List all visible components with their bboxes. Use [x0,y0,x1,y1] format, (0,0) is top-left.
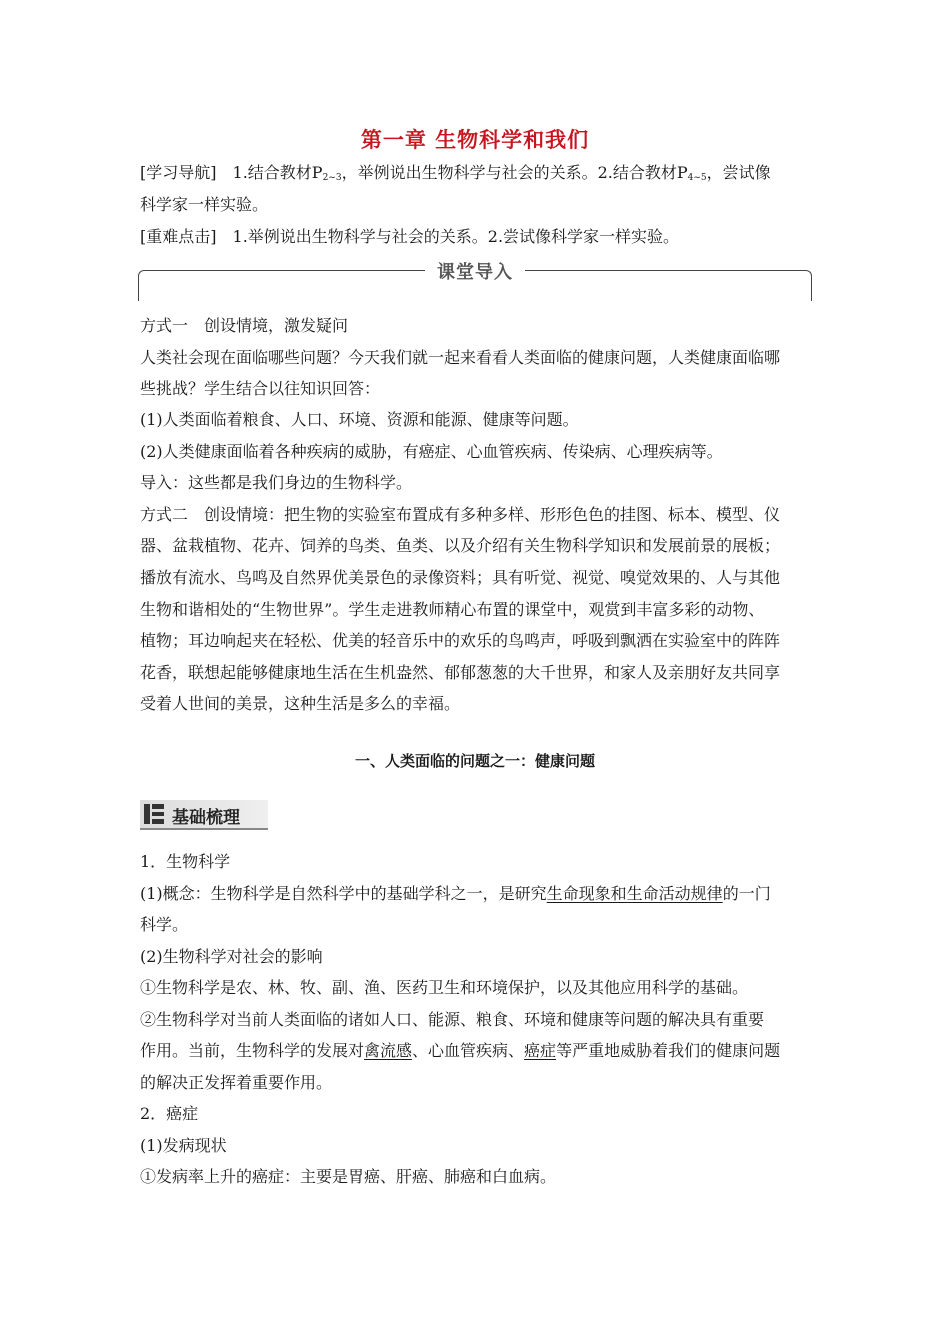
intro-line: (1)人类面临着粮食、人口、环境、资源和能源、健康等问题。 [140,410,579,429]
section-heading: 一、人类面临的问题之一：健康问题 [354,752,595,770]
basis-line: 科学。 [140,915,189,934]
intro-line: 些挑战？学生结合以往知识回答： [140,379,381,398]
impact-text: 作用。当前，生物科学的发展对 [140,1041,365,1060]
study-navigation-line-1 [140,163,812,188]
basis-line: 1．生物科学 [140,852,231,871]
basis-line: 2．癌症 [140,1104,199,1123]
banner-label: 课堂导入 [425,258,525,284]
study-navigation-label: [学习导航] [140,163,217,182]
key-points-text: 1.举例说出生物科学与社会的关系。2.尝试像科学家一样实验。 [232,227,680,246]
header-underline [140,828,268,830]
intro-line: 方式一 创设情境，激发疑问 [140,316,349,335]
blank-answer: 癌症 [524,1041,557,1060]
impact-text: 、心血管疾病、 [412,1041,525,1060]
basis-line [140,1041,812,1061]
intro-line: 花香，联想起能够健康地生活在生机盎然、郁郁葱葱的大千世界，和家人及亲朋好友共同享 [140,663,781,682]
intro-line: 生物和谐相处的“生物世界”。学生走进教师精心布置的课堂中，观赏到丰富多彩的动物、 [140,600,765,619]
intro-line: 播放有流水、鸟鸣及自然界优美景色的录像资料；具有听觉、视觉、嗅觉效果的、人与其他 [140,568,781,587]
study-navigation-line-2: 科学家一样实验。 [140,195,269,214]
concept-text-end: 的一门 [722,884,771,903]
basis-line [140,884,812,904]
intro-line: 植物；耳边响起夹在轻松、优美的轻音乐中的欢乐的鸟鸣声，呼吸到飘洒在实验室中的阵阵 [140,631,781,650]
intro-line: 导入：这些都是我们身边的生物科学。 [140,473,413,492]
list-icon [144,804,164,824]
study-navigation-text-a: 1.结合教材P [232,163,323,182]
blank-answer: 禽流感 [364,1041,413,1060]
intro-line: (2)人类健康面临着各种疾病的威胁，有癌症、心血管疾病、传染病、心理疾病等。 [140,442,723,461]
basis-line: ①生物科学是农、林、牧、副、渔、医药卫生和环境保护，以及其他应用科学的基础。 [140,978,749,997]
basis-review-header [140,800,268,828]
blank-answer: 生命现象和生命活动规律 [546,884,723,903]
key-points-line [140,227,812,247]
intro-line: 受着人世间的美景，这种生活是多么的幸福。 [140,694,461,713]
basis-line: (2)生物科学对社会的影响 [140,947,323,966]
basis-line: (1)发病现状 [140,1136,227,1155]
key-points-label: [重难点击] [140,227,217,246]
impact-text: 等严重地威胁着我们的健康问题 [556,1041,781,1060]
study-navigation-text-c: ，尝试像 [706,163,771,182]
concept-text: (1)概念：生物科学是自然科学中的基础学科之一，是研究 [140,884,547,903]
basis-review-label: 基础梳理 [172,808,240,828]
chapter-title: 第一章 生物科学和我们 [360,128,590,152]
intro-line: 方式二 创设情境：把生物的实验室布置成有多种多样、形形色色的挂图、标本、模型、仪 [140,505,781,524]
intro-line: 器、盆栽植物、花卉、饲养的鸟类、鱼类、以及介绍有关生物科学知识和发展前景的展板； [140,536,781,555]
basis-line: ①发病率上升的癌症：主要是胃癌、肝癌、肺癌和白血病。 [140,1167,557,1186]
intro-line: 人类社会现在面临哪些问题？今天我们就一起来看看人类面临的健康问题，人类健康面临哪 [140,348,781,367]
classroom-intro-banner [138,256,812,304]
study-navigation-text-b: ，举例说出生物科学与社会的关系。2.结合教材P [341,163,688,182]
page-range-a: 2~3 [322,173,342,183]
page-range-b: 4~5 [687,173,707,183]
basis-line: ②生物科学对当前人类面临的诸如人口、能源、粮食、环境和健康等问题的解决具有重要 [140,1010,765,1029]
basis-line: 的解决正发挥着重要作用。 [140,1073,333,1092]
